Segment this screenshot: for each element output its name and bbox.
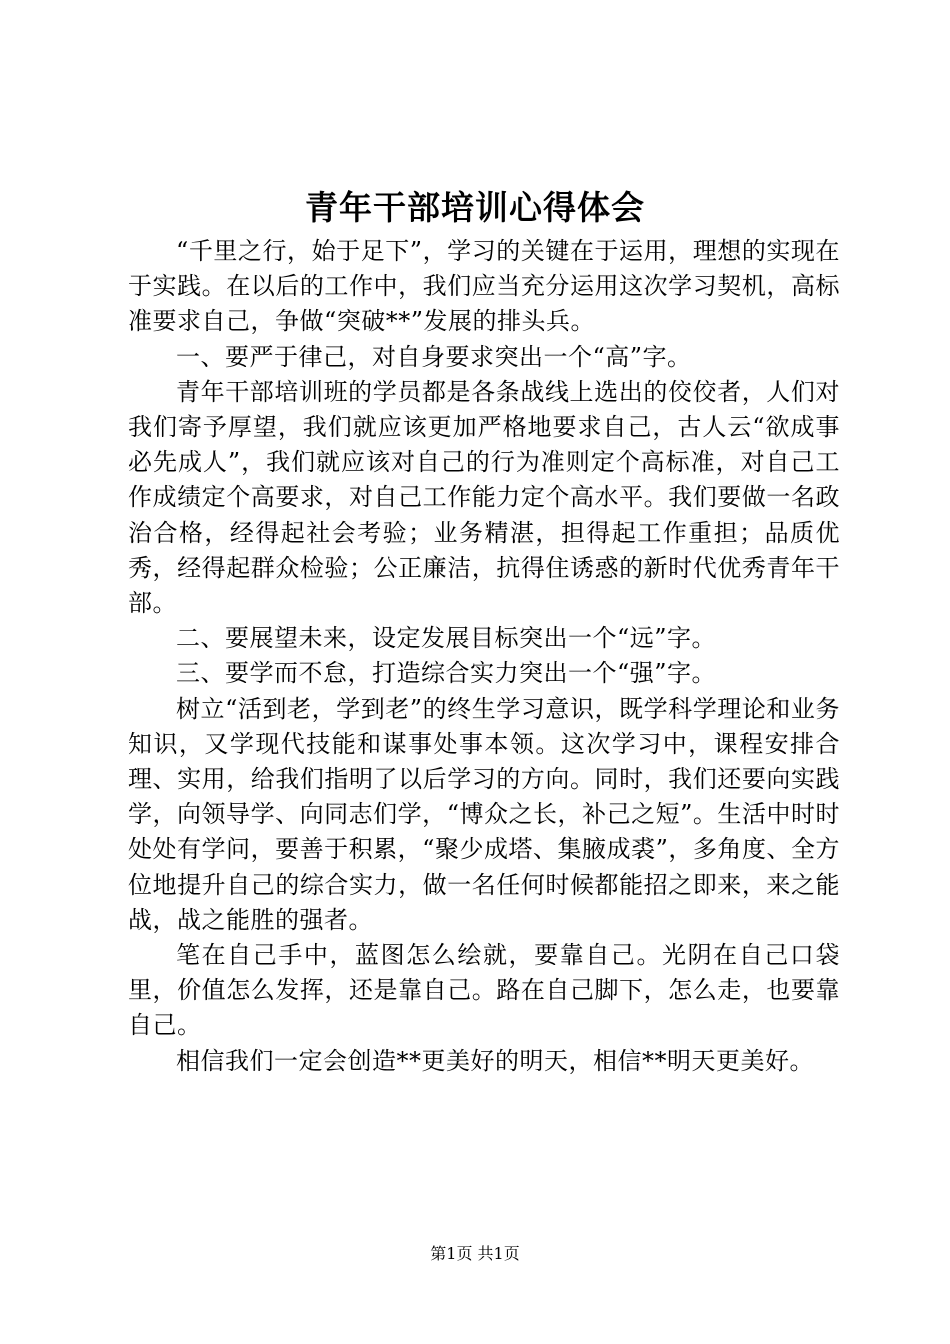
heading-point-one: 一、要严于律己，对自身要求突出一个“高”字。 — [176, 342, 692, 371]
heading-point-three: 三、要学而不怠，打造综合实力突出一个“强”字。 — [176, 659, 717, 688]
page-number-footer: 第1页 共1页 — [430, 1244, 520, 1263]
paragraph-conclusion: 相信我们一定会创造**更美好的明天，相信**明天更美好。 — [176, 1046, 814, 1075]
heading-point-two: 二、要展望未来，设定发展目标突出一个“远”字。 — [176, 624, 717, 653]
document-body — [128, 234, 840, 1079]
paragraph-point-one: 青年干部培训班的学员都是各条战线上选出的佼佼者，人们对我们寄予厚望，我们就应该更加严格地要求自己，古人云“欲成事必先成人”，我们就应该对自己的行为准则定个高标准，对自己工作成绩定个高要求，对自己工作能力定个高水平。我们要做一名政治合格，经得起社会考验；业务精湛，担得起工作重担；品质优秀，经得起群众检验；公正廉洁，抗得住诱惑的新时代优秀青年干部。 — [128, 377, 840, 618]
paragraph-point-three: 树立“活到老，学到老”的终生学习意识，既学科学理论和业务知识，又学现代技能和谋事处事本领。这次学习中，课程安排合理、实用，给我们指明了以后学习的方向。同时，我们还要向实践学，向领导学、向同志们学，“博众之长，补己之短”。生活中时时处处有学问，要善于积累，“聚少成塔、集腋成裘”，多角度、全方位地提升自己的综合实力，做一名任何时候都能招之即来，来之能战，战之能胜的强者。 — [128, 694, 840, 934]
paragraph-self-reliance: 笔在自己手中，蓝图怎么绘就，要靠自己。光阴在自己口袋里，价值怎么发挥，还是靠自己。路在自己脚下，怎么走，也要靠自己。 — [128, 941, 840, 1040]
document-title: 青年干部培训心得体会 — [305, 188, 645, 227]
paragraph-intro: “千里之行，始于足下”，学习的关键在于运用，理想的实现在于实践。在以后的工作中，我们应当充分运用这次学习契机，高标准要求自己，争做“突破**”发展的排头兵。 — [128, 237, 840, 336]
